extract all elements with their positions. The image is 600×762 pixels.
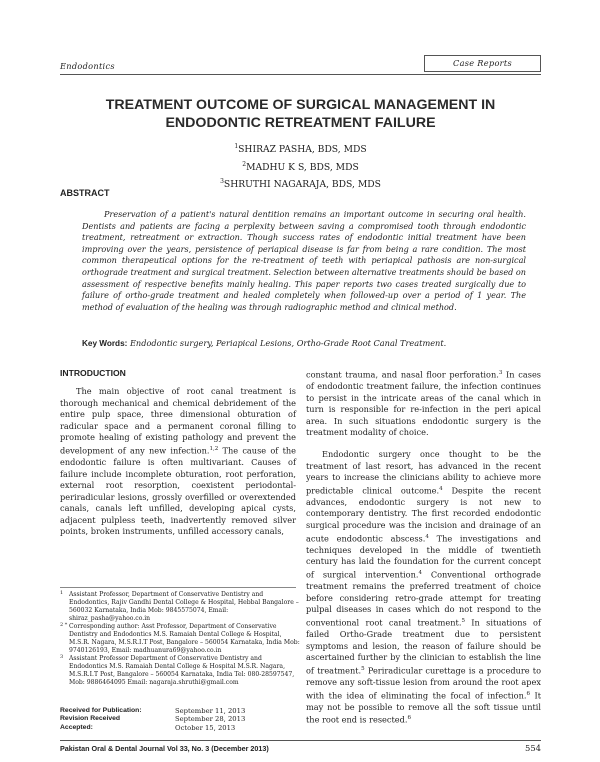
page-number: 554 <box>525 743 541 753</box>
keywords <box>82 338 446 348</box>
footnotes <box>60 591 300 687</box>
article-title <box>60 96 541 132</box>
footnote: 1 Assistant Professor, Department of Conservative Dentistry and Endodontics, Rajiv Gandhi Dental College & Hospital, Hebbal Bangalore – 560032 Karnataka, India Mob: 9845575074, Email: shiraz_pasha@yahoo.co.in <box>60 590 299 622</box>
journal-citation: Pakistan Oral & Dental Journal Vol 33, No. 3 (December 2013) <box>60 744 269 753</box>
category-box: Case Reports <box>424 55 541 72</box>
abstract-text: Preservation of a patient's natural dentition remains an important outcome in securing oral health. Dentists and patients are facing a perplexity between saving a compromised tooth through endodontic treatment, retreatment or extraction. Though success rates of endodontic initial treatment have been improving over the years, persistence of periapical disease is far from being a rare condition. The most common therapeutical options for the re-treatment of teeth with periapical pathosis are non-surgical orthograde treatment and surgical treatment. Selection between alternative treatments should be based on assessment of respective benefits mainly healing. This paper reports two cases treated surgically due to failure of ortho-grade treatment and healed completely when followed-up over a period of 1 year. The method of evaluation of the healing was through radiographic method and clinical method. <box>82 209 526 312</box>
keywords-text: Endodontic surgery, Periapical Lesions, Ortho-Grade Root Canal Treatment. <box>129 338 447 348</box>
author-list <box>60 140 541 193</box>
introduction-heading: INTRODUCTION <box>60 368 126 378</box>
paragraph: constant trauma, and nasal floor perforation.$^3$ In cases of endodontic treatment failure, the infection continues to persist in the intricate areas of the canal which in turn is responsible for re-infection in the peri apical area. In such situations endodontic surgery is the treatment modality of choice. <box>306 369 541 438</box>
title-line: TREATMENT OUTCOME OF SURGICAL MANAGEMENT IN <box>105 97 496 113</box>
right-column <box>306 368 541 727</box>
footnote: 2 * Corresponding author: Asst Professor, Department of Conservative Dentistry and Endodontics M.S. Ramaiah Dental College & Hospital, M.S.R. Nagara, M.S.R.I.T Post, Bangalore – 560054 Karnataka, India Mob: 9740126193, Email: madhuanura69@yahoo.co.in <box>60 622 300 654</box>
header-rule <box>60 74 541 75</box>
footnote-rule <box>60 587 296 588</box>
keywords-label: Key Words: <box>82 339 128 348</box>
date-row: Revision Received September 28, 2013 <box>60 715 246 724</box>
paragraph: Endodontic surgery once thought to be the treatment of last resort, has advanced in the recent years to increase the clinicians ability to achieve more predictable clinical outcome.$^4$ Despite the recent advances, endodontic surgery is not new to contemporary dentistry. The first recorded endodontic surgical procedure was the incision and drainage of an acute endodontic abscess.$^4$ The investigations and techniques developed in the middle of twentieth century has laid the foundation for the current concept of surgical intervention.$^4$ Conventional orthograde treatment remains the preferred treatment of choice before considering retro-grade attempt for treating pulpal diseases in cases which do not respond to the conventional root canal treatment.$^5$ In situations of failed Ortho-Grade treatment due to persistent symptoms and lesion, the reason of failure should be ascertained further by the clinician to establish the line of treatment.$^5$ Periradicular curettage is a procedure to remove any soft-tissue lesion from around the root apex with the idea of eliminating the focal of infection.$^6$ It may not be possible to remove all the soft tissue until the root end is resected.$^6$ <box>306 449 542 726</box>
footer-rule <box>60 740 541 741</box>
author: $^3$SHRUTHI NAGARAJA, BDS, MDS <box>220 178 381 191</box>
publication-dates <box>60 707 300 732</box>
paragraph: The main objective of root canal treatment is thorough mechanical and chemical debridement of the entire pulp space, three dimensional obturation of radicular space and a permanent coronal filling to promote healing of existing pathology and prevent the development of any new infection.$^{1,2}$ The cause of the endodontic failure is often multivariant. Causes of failure include incomplete obturation, root perforation, external root resorption, coexistent periodontal-periradicular lesions, grossly overfilled or overextended canals, canals left unfilled, developing apical cysts, adjacent pulpless teeth, inadvertently removed silver points, broken instruments, unfilled accessory canals, <box>60 386 296 537</box>
section-label: Endodontics <box>60 61 115 71</box>
author: $^2$MADHU K S, BDS, MDS <box>242 160 359 173</box>
footnote: 3 Assistant Professor Department of Conservative Dentistry and Endodontics M.S. Ramaiah Dental College & Hospital M.S.R. Nagara, M.S.R.I.T Post, Bangalore – 560054 Karnataka, India Tel: 080-28597547, Mob: 9886464095 Email: nagaraja.shruthi@gmail.com <box>60 654 295 686</box>
date-row: Accepted: October 15, 2013 <box>60 723 236 732</box>
left-column <box>60 386 296 538</box>
abstract-heading: ABSTRACT <box>60 188 110 198</box>
title-line: ENDODONTIC RETREATMENT FAILURE <box>165 115 436 131</box>
date-row: Received for Publication: September 11, 2013 <box>60 707 246 715</box>
author: $^1$SHIRAZ PASHA, BDS, MDS <box>234 143 367 156</box>
